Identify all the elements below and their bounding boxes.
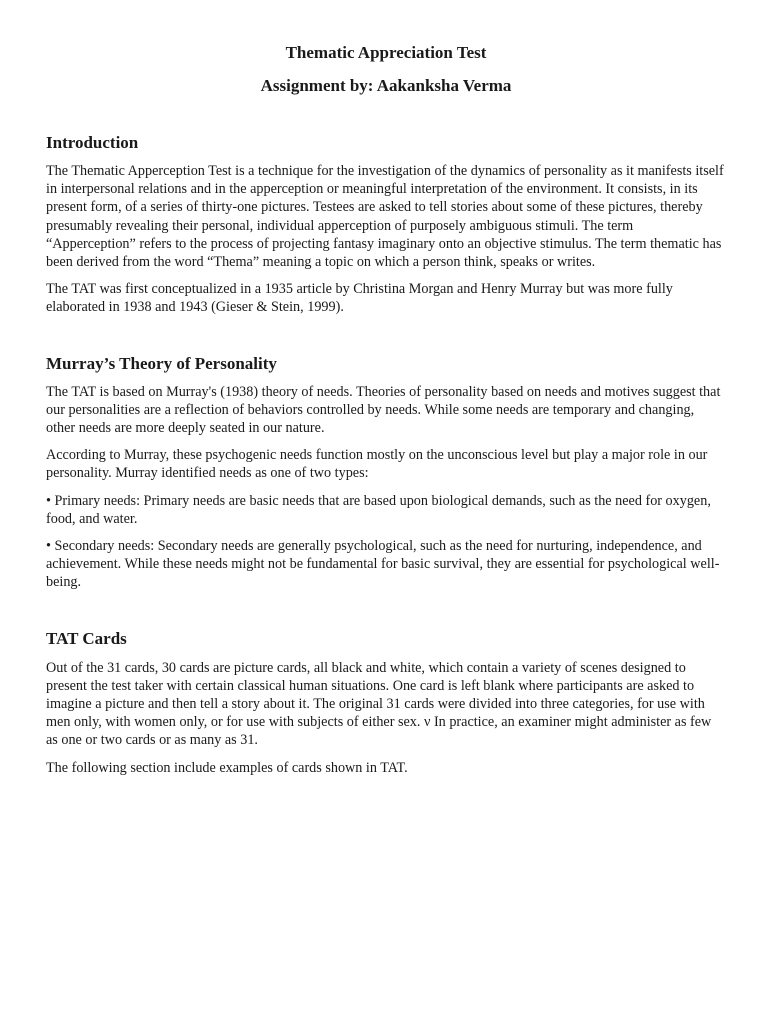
secondary-needs-bullet: • Secondary needs: Secondary needs are generally psychological, such as the need for nurturing, independence, and achievement. While these needs might not be fundamental for basic survival, they are essential for psychological well-being. bbox=[46, 538, 720, 591]
murray-paragraph-1: The TAT is based on Murray's (1938) theory of needs. Theories of personality based on needs and motives suggest that our personalities are a reflection of behaviors controlled by needs. While some needs are temporary and changing, other needs are more deeply seated in our nature. bbox=[46, 383, 721, 437]
section-heading-tat-cards: TAT Cards bbox=[46, 628, 127, 648]
primary-needs-bullet: • Primary needs: Primary needs are basic needs that are based upon biological demands, such as the need for oxygen, food, and water. bbox=[46, 492, 711, 527]
document-title: Thematic Appreciation Test bbox=[285, 43, 487, 62]
intro-paragraph-1: The Thematic Apperception Test is a technique for the investigation of the dynamics of personality as it manifests itself in interpersonal relations and in the apperception or meaningful interpretation of the environment. It consists, in its present form, of a series of thirty-one pictures. Testees are asked to tell stories about some of these pictures, thereby presumably revealing their personal, individual apperception of purposely ambiguous stimuli. The term “Apperception” refers to the process of projecting fantasy imaginary onto an objective stimulus. The term thematic has been derived from the word “Thema” meaning a topic on which a person think, speaks or writes. bbox=[46, 163, 724, 271]
murray-paragraph-2: According to Murray, these psychogenic needs function mostly on the unconscious level but play a major role in our personality. Murray identified needs as one of two types: bbox=[46, 447, 708, 482]
tat-cards-paragraph-1: Out of the 31 cards, 30 cards are picture cards, all black and white, which contain a variety of scenes designed to present the test taker with certain classical human situations. One card is left blank where participants are asked to imagine a picture and then tell a story about it. The original 31 cards were divided into three categories, for use with men only, with women only, or for use with subjects of either sex. ν In practice, an examiner might administer as few as one or two cards or as many as 31. bbox=[46, 659, 712, 749]
section-heading-introduction: Introduction bbox=[46, 133, 139, 152]
document-page bbox=[46, 40, 726, 777]
section-heading-murray-theory: Murray’s Theory of Personality bbox=[46, 353, 277, 373]
tat-cards-paragraph-2: The following section include examples of cards shown in TAT. bbox=[46, 759, 408, 776]
author-line: Assignment by: Aakanksha Verma bbox=[260, 76, 512, 95]
intro-paragraph-2: The TAT was first conceptualized in a 1935 article by Christina Morgan and Henry Murray but was more fully elaborated in 1938 and 1943 (Gieser & Stein, 1999). bbox=[46, 281, 673, 316]
